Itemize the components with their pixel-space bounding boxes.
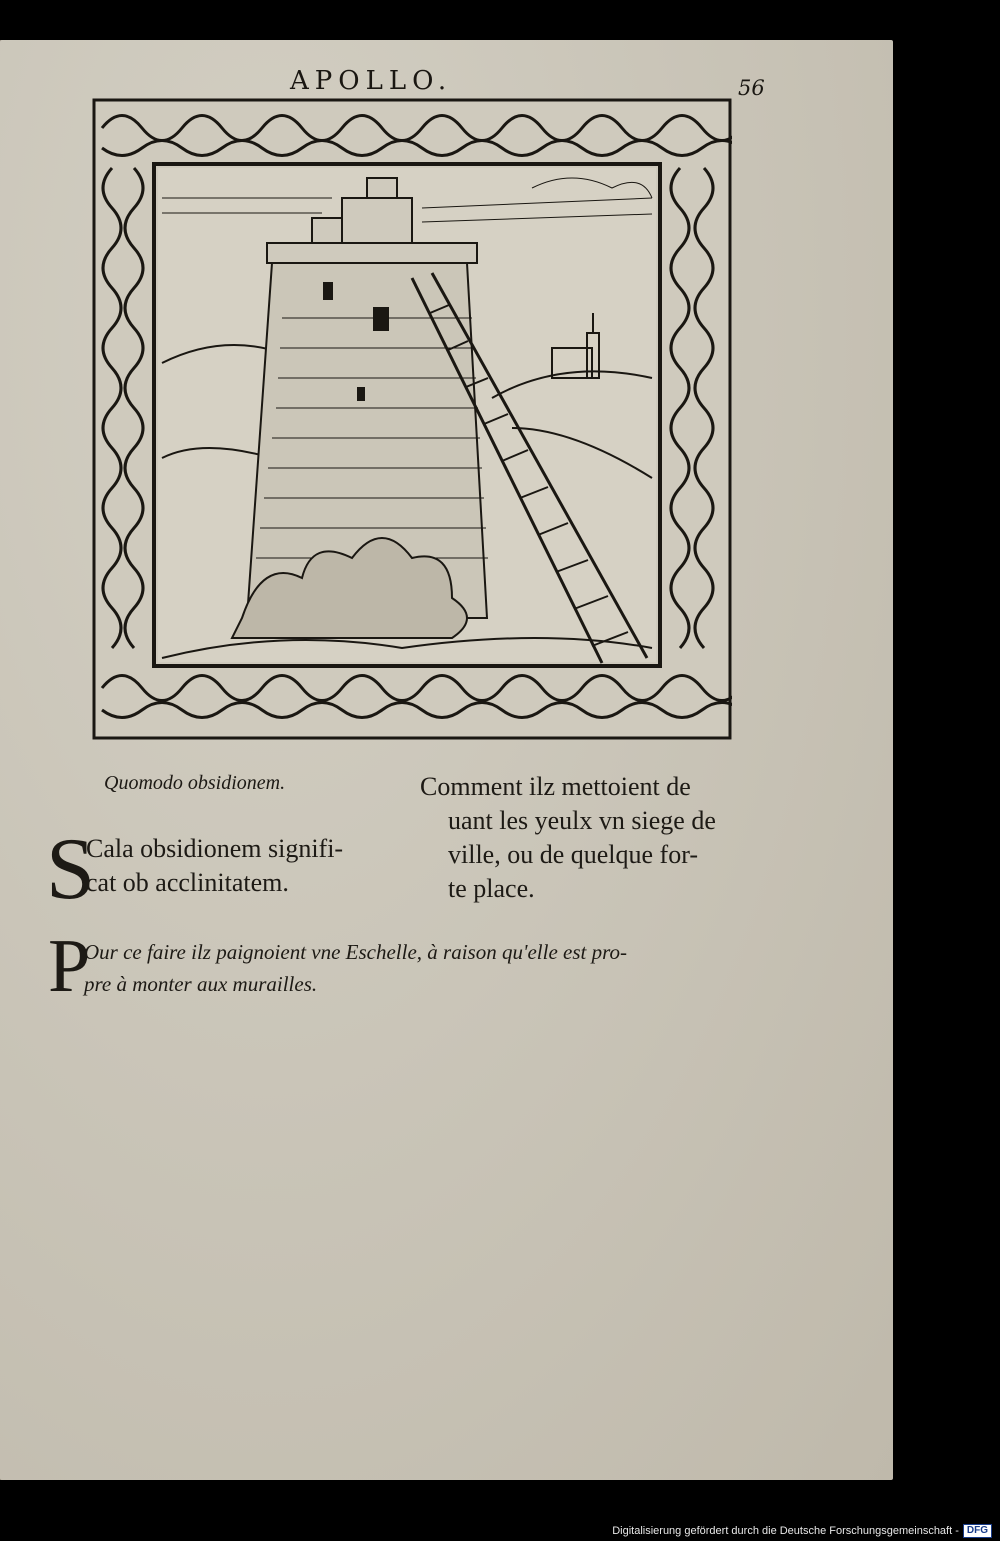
funding-credit (612, 1524, 992, 1538)
tower-scene (158, 168, 656, 663)
latin-heading: Quomodo obsidionem. (104, 772, 286, 794)
commentary-line-1: Our ce faire ilz paignoient vne Eschelle, à raison qu'elle est pro- (84, 940, 627, 964)
french-line-4: te place. (448, 874, 535, 903)
commentary-line-2: pre à monter aux murailles. (84, 972, 318, 996)
french-line-3: ville, ou de quelque for- (448, 840, 699, 869)
dropcap-s: S (46, 821, 95, 918)
page-number: 56 (738, 76, 765, 100)
woodcut-illustration (92, 98, 732, 740)
french-line-1: Comment ilz mettoient de (420, 772, 691, 801)
latin-body-line-2: cat ob acclinitatem. (86, 868, 289, 897)
french-heading-paragraph (420, 770, 780, 906)
running-head: APOLLO. (290, 66, 453, 96)
latin-body (86, 832, 343, 900)
dropcap-p: P (48, 924, 91, 1008)
latin-body-line-1: Cala obsidionem signifi- (86, 834, 344, 863)
credit-text: Digitalisierung gefördert durch die Deutsche Forschungsgemeinschaft - (612, 1525, 959, 1537)
commentary-paragraph (84, 936, 784, 1000)
french-line-2: uant les yeulx vn siege de (448, 806, 716, 835)
dfg-logo: DFG (963, 1524, 992, 1538)
